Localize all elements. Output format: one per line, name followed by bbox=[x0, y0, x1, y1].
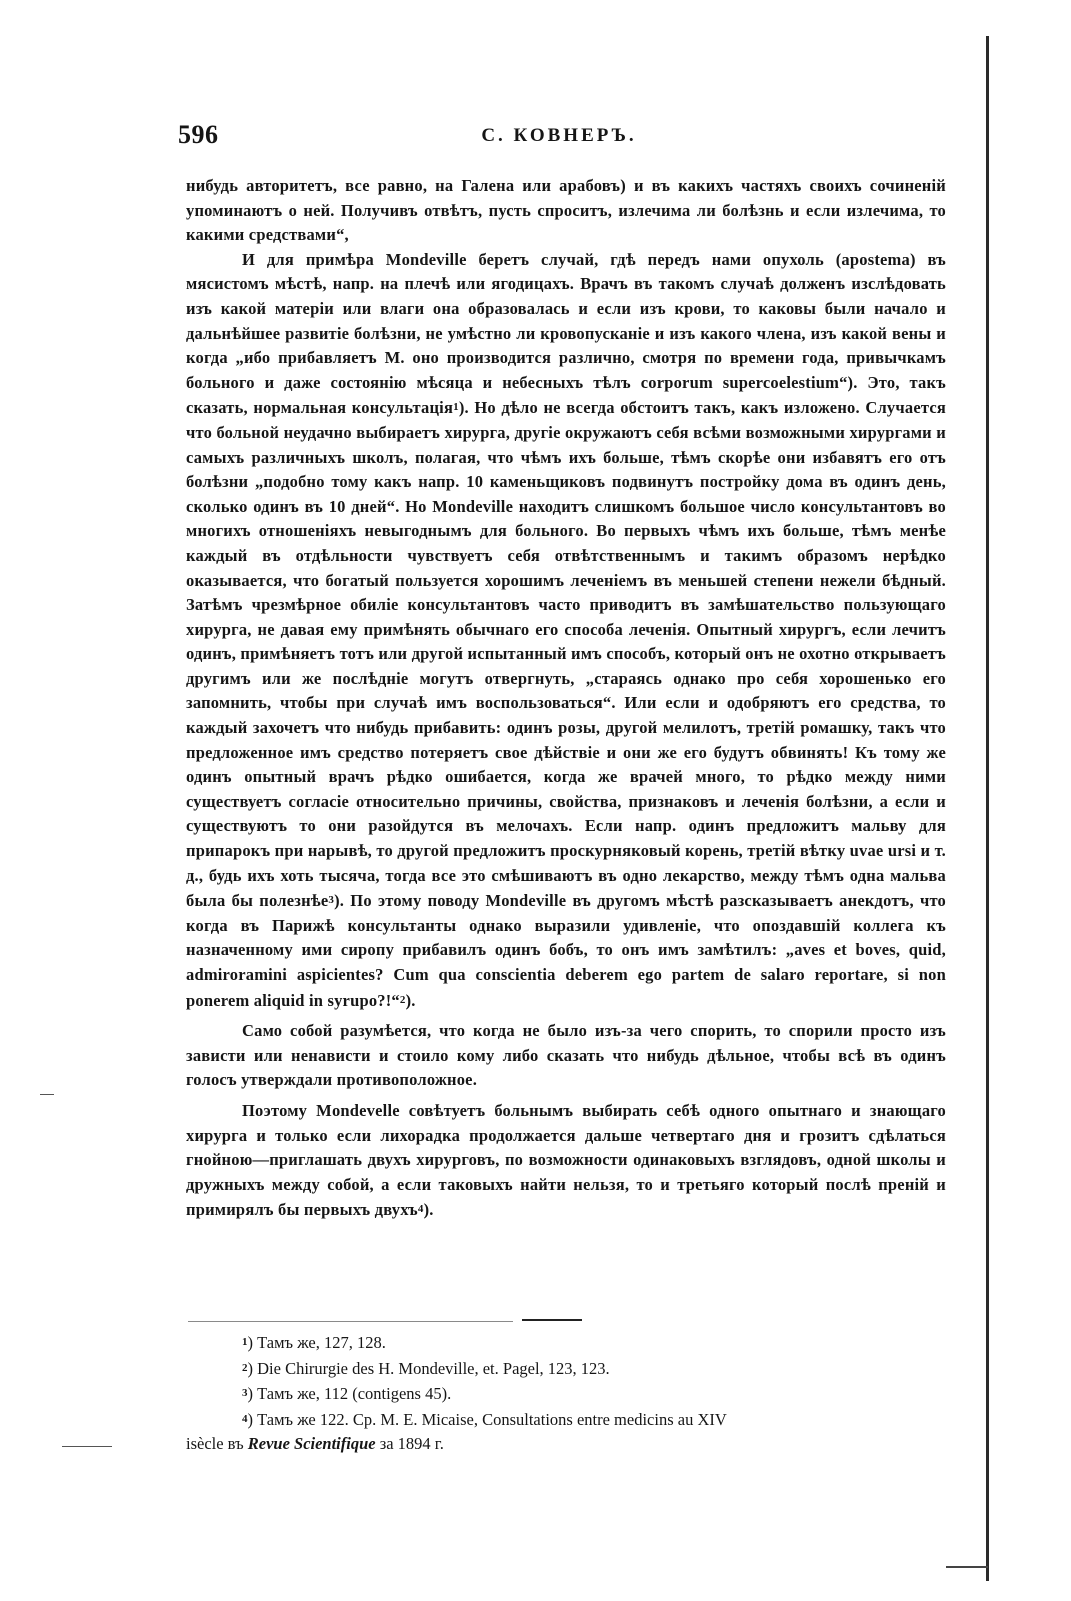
footnote: $^3$) Тамъ же, 112 (contigens 45). bbox=[242, 1384, 452, 1403]
footnote: $^4$) Тамъ же 122. Ср. M. E. Micaise, Consultations entre medicins au XIV bbox=[242, 1409, 727, 1429]
footnote-ref: 1 bbox=[453, 401, 459, 414]
footnote-ref: 2 bbox=[399, 993, 406, 1006]
journal-title: Revue Scientifique bbox=[247, 1434, 376, 1453]
footnote-continuation: isècle въ Revue Scientifique за 1894 г. bbox=[186, 1434, 444, 1453]
footnote: $^2$) Die Chirurgie des H. Mondeville, et. Pagel, 123, 123. bbox=[242, 1358, 610, 1378]
body-text bbox=[186, 174, 946, 1223]
margin-mark bbox=[62, 1446, 112, 1447]
paragraph: нибудь авторитетъ, все равно, на Галена или арабовъ) и въ какихъ частяхъ своихъ сочиненій упоминаютъ о ней. Получивъ отвѣтъ, пусть спроситъ, излечима ли болѣзнь и если излечима, то какими средствами“, bbox=[186, 176, 946, 245]
running-head: С. КОВНЕРЪ. bbox=[481, 125, 637, 146]
footnote-divider-bold bbox=[522, 1319, 582, 1321]
paragraph: Само собой разумѣется, что когда не было изъ-за чего спорить, то спорили просто изъ зависти или ненависти и стоило кому либо сказать что нибудь дѣльное, чтобы всѣ въ одинъ голосъ утверждали противоположное. bbox=[186, 1021, 946, 1090]
paragraph: Поэтому Mondevelle совѣтуетъ больнымъ выбирать себѣ одного опытнаго и знающаго хирурга и только если лихорадка продолжается дальше четвертаго дня и грозитъ сдѣлаться гнойною—приглашать двухъ хирурговъ, по возможности одинаковыхъ взглядовъ, одной школы и дружныхъ между собой, а если таковыхъ найти нельзя, то и третьяго который послѣ преній и примирялъ бы первыхъ двухъ$^4$). bbox=[186, 1100, 946, 1220]
page-edge-corner bbox=[946, 1566, 988, 1568]
page-header bbox=[178, 120, 940, 150]
footnote-ref: 3 bbox=[328, 894, 335, 907]
page-edge-line bbox=[986, 36, 989, 1581]
margin-mark bbox=[40, 1094, 54, 1095]
footnotes bbox=[186, 1330, 946, 1457]
paragraph: И для примѣра Mondeville беретъ случай, гдѣ передъ нами опухоль (apostema) въ мясистомъ мѣстѣ, напр. на плечѣ или ягодицахъ. Врачъ въ такомъ случаѣ долженъ изслѣдовать изъ какой матеріи или влаги она образовалась и если изъ крови, то каковы были начало и дальнѣйшее развитіе болѣзни, не умѣстно ли кровопусканіе и изъ какого члена, изъ какой вены и когда „ибо прибавляетъ М. оно производится различно, смотря по времени года, привычкамъ больного и даже состоянію мѣсяца и небесныхъ тѣлъ corporum supercoelestium“). Это, такъ сказать, нормальная консультація$^1$). Но дѣло не всегда обстоитъ такъ, какъ изложено. Случается что больной неудачно выбираетъ хирурга, другіе окружаютъ себя всѣми возможными хирургами и самыхъ различныхъ школъ, полагая, что чѣмъ ихъ больше, тѣмъ скорѣе они избавятъ его отъ болѣзни „подобно тому какъ напр. 10 каменьщиковъ подвинутъ постройку дома въ одинъ день, сколько одинъ въ 10 дней“. Но Mondeville находитъ слишкомъ большое число консультантовъ во многихъ отношеніяхъ невыгоднымъ для больного. Во первыхъ чѣмъ ихъ больше, тѣмъ менѣе каждый въ отдѣльности чувствуетъ себя отвѣтственнымъ и такимъ образомъ нерѣдко оказывается, что богатый пользуется хорошимъ леченіемъ въ меньшей степени нежели бѣдный. Затѣмъ чрезмѣрное обиліе консультантовъ часто приводитъ въ замѣшательство пользующаго хирурга, не давая ему примѣнять обычнаго его способа леченія. Опытный хирургъ, если лечитъ одинъ, примѣняетъ тотъ или другой испытанный имъ способъ, который онъ не охотно открываетъ другимъ или же послѣдніе могутъ отвергнуть, „стараясь однако про себя хорошенько его запомнить, чтобы при случаѣ имъ воспользоваться“. Или если и одобряютъ его средства, то каждый захочетъ что нибудь прибавить: одинъ розы, другой мелилотъ, третій ромашку, такъ что предложенное имъ средство потеряетъ свое дѣйствіе и они же его будутъ обвинять! Къ тому же одинъ опытный врачъ рѣдко ошибается, когда же врачей много, то рѣдко между ними существуетъ согласіе относительно причины, свойства, признаковъ и леченія болѣзни, а если и существуютъ то они разойдутся въ мелочахъ. Если напр. одинъ предложитъ мальву для припарокъ при нарывѣ, то другой предложитъ проскурняковый корень, третій вѣтку uvae ursi и т. д., будь ихъ хоть тысяча, тогда все это смѣшиваютъ въ одно лекарство, между тѣмъ одна мальва была бы полезнѣе$^3$). По этому поводу Mondeville въ другомъ мѣстѣ разсказываетъ анекдотъ, что когда въ Парижѣ консультанты однако выразили удивленіе, что опоздавшій коллега къ назначенному ими сиропу прибавилъ одинъ бобъ, то онъ имъ замѣтилъ: „aves et boves, quid, admiroramini aspicientes? Cum qua conscientia deberem ego partem de salaro reportare, si non ponerem aliquid in syrupo?!“$^2$). bbox=[186, 249, 946, 1010]
footnote: $^1$) Тамъ же, 127, 128. bbox=[242, 1333, 386, 1352]
footnote-ref: 4 bbox=[417, 1203, 424, 1216]
footnote-divider bbox=[188, 1321, 513, 1322]
page-number: 596 bbox=[178, 120, 219, 149]
